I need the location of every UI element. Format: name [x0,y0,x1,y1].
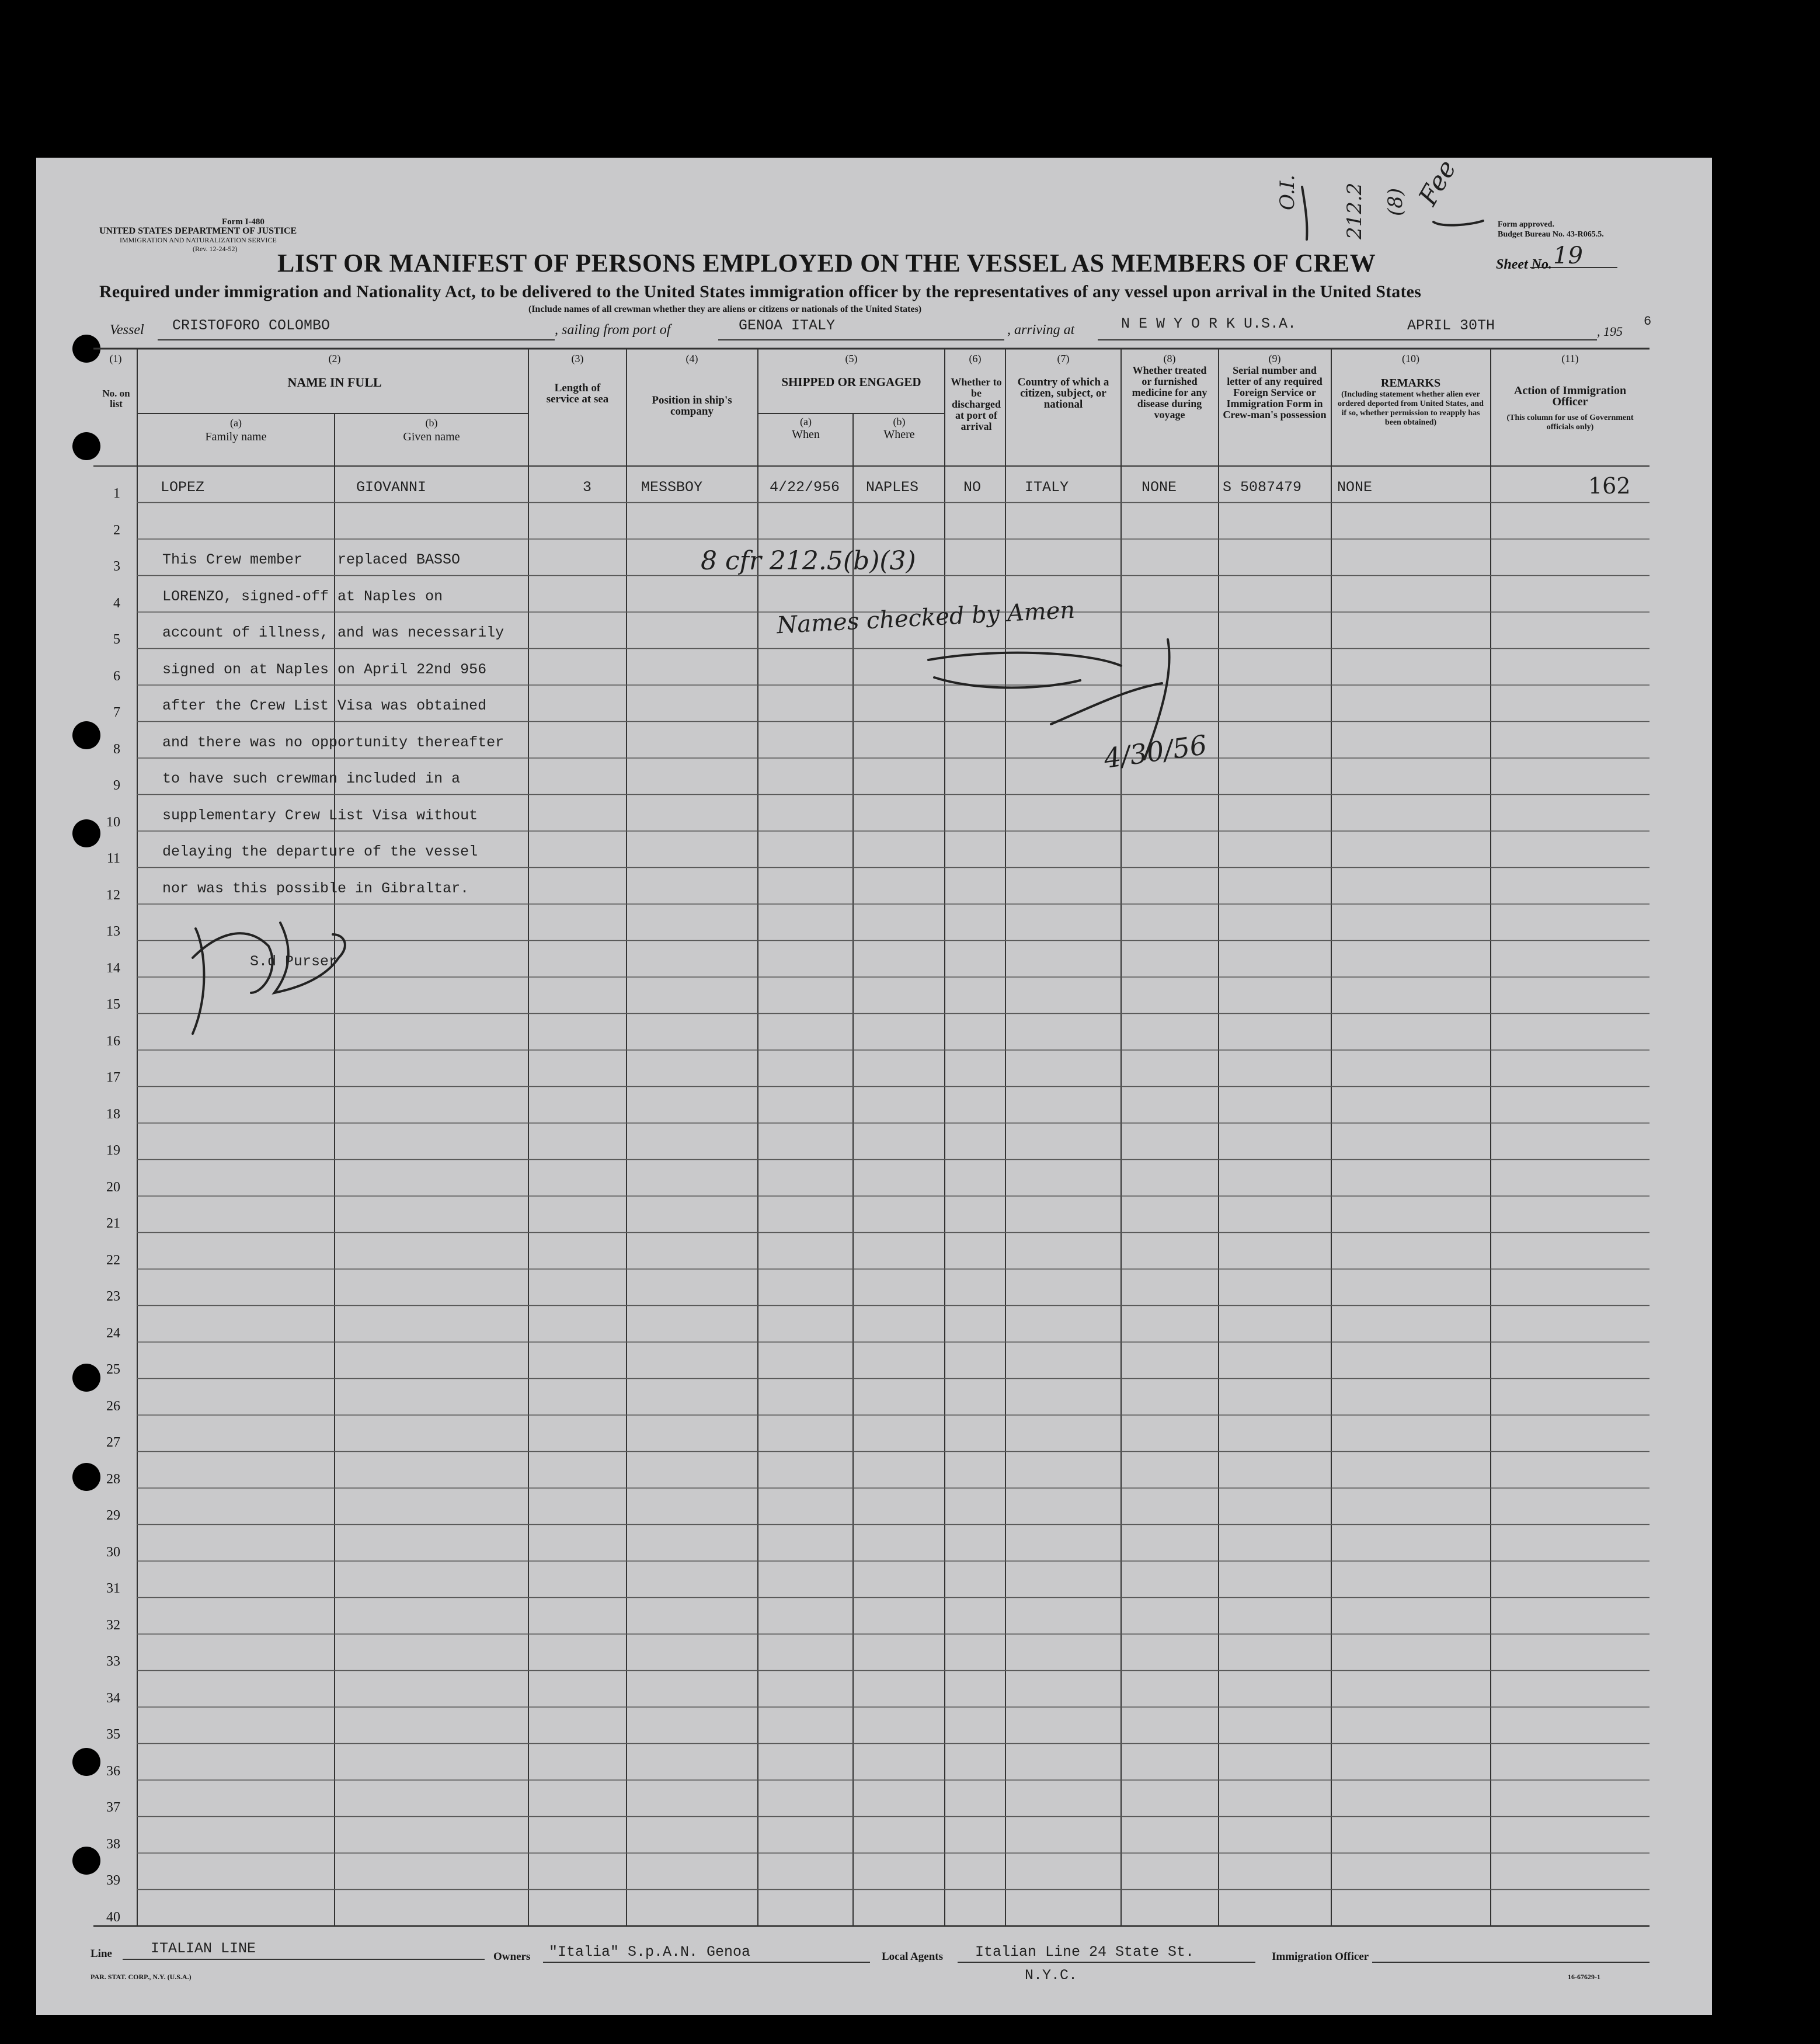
owners-label: Owners [493,1951,531,1963]
statement-line: LORENZO, signed-off at Naples on [162,588,443,605]
col7-number: (7) [1057,353,1070,364]
year-digit: 6 [1644,314,1652,329]
line-label: Line [91,1948,112,1960]
top-annotation: 212.2 [1343,182,1366,239]
statement-line: signed on at Naples on April 22nd 956 [162,661,487,678]
col5a-number: (a) [800,416,812,427]
purser-signature [193,929,204,1034]
col10-header: REMARKS [1380,377,1441,390]
arriving-label: , arriving at [1007,322,1075,338]
row-number: 37 [106,1800,120,1815]
owners-value: "Italia" S.p.A.N. Genoa [549,1944,751,1960]
col2a-header: Family name [205,430,267,443]
service-label: IMMIGRATION AND NATURALIZATION SERVICE [120,236,277,244]
col4-number: (4) [685,353,698,364]
row-number: 16 [106,1033,120,1049]
statement-line: nor was this possible in Gibraltar. [162,880,469,897]
col10-number: (10) [1402,353,1419,364]
regulation-reference: 8 cfr 212.5(b)(3) [701,546,916,576]
cell-remarks: NONE [1337,479,1373,496]
fee-annotation: Fee [1413,155,1463,211]
row-number: 22 [106,1252,120,1268]
page-title: LIST OR MANIFEST OF PERSONS EMPLOYED ON THE VESSEL AS MEMBERS OF CREW [277,249,1376,277]
printer-imprint: PAR. STAT. CORP., N.Y. (U.S.A.) [91,1973,192,1981]
row-number: 12 [106,887,120,903]
row-number: 30 [106,1544,120,1560]
row-number: 5 [113,632,120,647]
approval-label: Form approved. [1498,220,1554,229]
check-date: 4/30/56 [1102,728,1209,775]
col7-header: Country of which a citizen, subject, or national [1017,376,1109,411]
cell-given-name: GIOVANNI [356,479,427,496]
departure-port: GENOA ITALY [739,317,836,334]
row-number: 17 [106,1070,120,1085]
cell-where: NAPLES [866,479,919,496]
cell-family-name: LOPEZ [161,479,205,496]
col1-number: (1) [109,353,122,364]
sheet-label: Sheet No. [1496,257,1552,272]
row-number: 4 [113,595,120,611]
statement-line: to have such crewman included in a [162,770,461,787]
row-number: 33 [106,1654,120,1669]
statement-line: replaced BASSO [337,551,461,568]
row-number: 2 [113,522,120,538]
col3-number: (3) [571,353,584,364]
col3-header: Length of service at sea [546,382,609,405]
statement-line: supplementary Crew List Visa without [162,807,478,824]
row-number: 11 [106,851,120,866]
row-number: 25 [106,1362,120,1377]
agents-label: Local Agents [882,1951,944,1963]
row-number: 24 [106,1325,120,1341]
row-number: 1 [113,486,120,501]
col2b-header: Given name [403,430,460,443]
top-annotation: O.I. [1276,175,1299,210]
row-number: 8 [113,741,120,757]
col11-header: Action of Immigration Officer [1513,384,1627,408]
row-number: 29 [106,1508,120,1523]
cell-serial: S 5087479 [1223,479,1302,496]
cell-action: 162 [1588,473,1631,499]
row-number: 23 [106,1289,120,1304]
col8-number: (8) [1163,353,1176,364]
col10-note: (Including statement whether alien ever ordered deported from United States, and if so, whether permission to reapply has been obtained) [1338,390,1484,427]
col11-number: (11) [1561,353,1579,364]
col6-header: Whether to be discharged at port of arrival [951,376,1002,432]
col5b-header: Where [883,428,915,441]
include-note: (Include names of all crewman whether they are aliens or citizens or nationals of the United States) [528,304,922,314]
row-number: 38 [106,1836,120,1852]
row-number: 7 [113,705,120,720]
row-number: 27 [106,1435,120,1450]
row-number: 6 [113,668,120,684]
row-number: 14 [106,960,120,976]
col9-header: Serial number and letter of any required Foreign Service or Immigration Form in Crew-man's possession [1223,364,1327,420]
year-label: , 195 [1597,324,1623,339]
cell-country: ITALY [1025,479,1069,496]
row-number: 19 [106,1143,120,1158]
row-number: 20 [106,1179,120,1195]
col11-note: (This column for use of Government officials only) [1506,413,1634,432]
arrival-date: APRIL 30TH [1407,317,1495,334]
vessel-label: Vessel [110,322,144,338]
row-number: 35 [106,1727,120,1742]
row-number: 15 [106,997,120,1012]
agents-city: N.Y.C. [1025,1967,1078,1984]
cell-position: MESSBOY [641,479,703,496]
row-number: 21 [106,1216,120,1231]
subtitle: Required under immigration and Nationality Act, to be delivered to the United States immigration officer by the representatives of any vessel upon arrival in the United States [99,282,1422,301]
sheet-number: 19 [1553,242,1583,269]
col6-number: (6) [969,353,982,364]
col2-number: (2) [328,353,341,364]
statement-line: after the Crew List Visa was obtained [162,697,487,714]
statement-line: This Crew member [162,551,303,568]
col2-header: NAME IN FULL [287,375,382,390]
form-number: Form I-480 [222,217,265,227]
sailing-label: , sailing from port of [555,322,671,338]
statement-line: account of illness, and was necessarily [162,624,504,641]
row-number: 28 [106,1471,120,1487]
row-number: 13 [106,924,120,939]
col5-number: (5) [845,353,858,364]
col9-number: (9) [1268,353,1281,364]
row-number: 3 [113,559,120,574]
col4-header: Position in ship's company [652,394,732,418]
col5a-header: When [792,428,820,441]
shipping-line: ITALIAN LINE [151,1940,256,1957]
revision-label: (Rev. 12-24-52) [193,245,238,253]
vessel-name: CRISTOFORO COLOMBO [172,317,330,334]
row-number: 39 [106,1873,120,1888]
arrival-port: N E W Y O R K U.S.A. [1121,315,1297,332]
signed-purser: S.d Purser [250,953,338,970]
agents-value: Italian Line 24 State St. [975,1944,1195,1960]
row-number: 26 [106,1398,120,1414]
row-number: 10 [106,814,120,830]
col2a-number: (a) [230,417,242,429]
cell-discharged: NO [963,479,982,496]
cell-when: 4/22/956 [770,479,840,496]
row-number: 31 [106,1581,120,1596]
cell-medicine: NONE [1142,479,1177,496]
cell-service-length: 3 [583,479,592,496]
immigration-officer-label: Immigration Officer [1272,1951,1369,1963]
names-checked-note: Names checked by Amen [776,596,1076,639]
row-number: 36 [106,1763,120,1779]
budget-bureau-label: Budget Bureau No. 43-R065.5. [1498,230,1604,239]
col1-header: No. on list [102,388,130,409]
statement-line: delaying the departure of the vessel [162,843,478,860]
statement-line: and there was no opportunity thereafter [162,734,504,751]
col5-header: SHIPPED OR ENGAGED [781,375,921,389]
row-number: 40 [106,1909,120,1925]
row-number: 18 [106,1106,120,1122]
row-number: 9 [113,778,120,793]
row-number: 32 [106,1617,120,1633]
row-number: 34 [106,1690,120,1706]
top-annotation: (8) [1384,187,1407,216]
col8-header: Whether treated or furnished medicine for any disease during voyage [1132,364,1207,420]
col2b-number: (b) [425,417,438,429]
col5b-number: (b) [893,416,906,427]
department-label: UNITED STATES DEPARTMENT OF JUSTICE [99,226,297,236]
form-code: 16-67629-1 [1568,1973,1600,1981]
